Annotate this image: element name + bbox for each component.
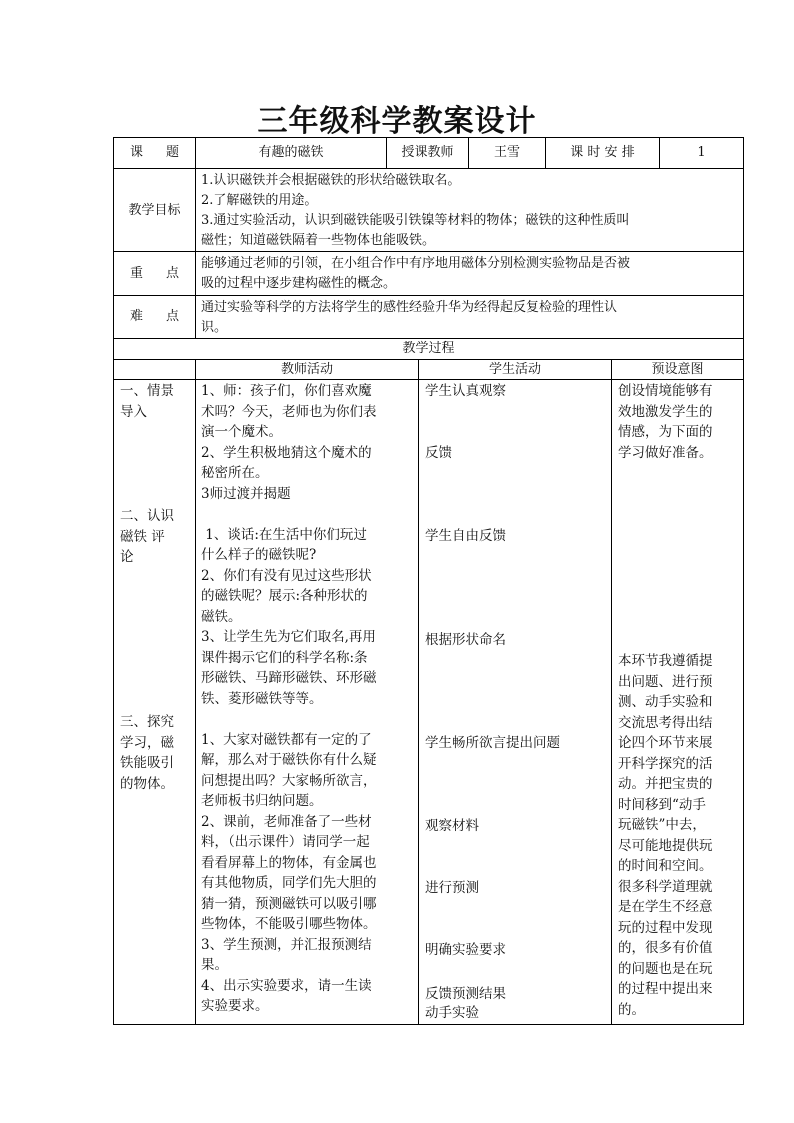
stage-column-cell <box>113 379 196 1025</box>
teacher-line: 铁、菱形磁铁等等。 <box>201 690 323 707</box>
teacher-line: 3师过渡并揭题 <box>201 485 291 502</box>
teacher-line: 的磁铁呢？展示:各种形状的 <box>201 588 368 604</box>
teacher-line: 料，（出示课件）请同学一起 <box>201 834 370 850</box>
goals-line: 3.通过实验活动，认识到磁铁能吸引铁镍等材料的物体；磁铁的这种性质叫 <box>201 213 630 228</box>
teacher-line: 果。 <box>201 957 228 973</box>
topic-label-b: 题 <box>165 145 179 160</box>
topic-value: 有趣的磁铁 <box>258 145 324 160</box>
intent-line: 尽可能地提供玩 <box>618 837 713 854</box>
teacher-line <box>201 709 377 730</box>
hours-label-cell <box>545 137 660 169</box>
stage-line: 一、情景 <box>120 383 174 399</box>
teacher-line <box>201 504 377 525</box>
teacher-line: 猜一猜，预测磁铁可以吸引哪 <box>201 895 377 912</box>
stage-line: 学习，磁 <box>120 734 174 751</box>
intent-line: 测、动手实验和 <box>618 694 713 710</box>
intent-line: 效地激发学生的 <box>618 403 713 420</box>
student-item: 观察材料 <box>425 818 479 834</box>
intent-line: 很多科学道理就 <box>618 878 713 895</box>
teacher-line: 2、你们有没有见过这些形状 <box>201 567 372 584</box>
teacher-label-cell <box>386 137 469 169</box>
teacher-line: 看看屏幕上的物体，有金属也 <box>201 854 377 871</box>
teacher-line: 1、谈话:在生活中你们玩过 <box>201 526 367 543</box>
stage-line: 磁铁 评 <box>120 528 165 545</box>
intent-line: 玩磁铁”中去， <box>618 817 706 833</box>
teacher-line: 老师板书归纳问题。 <box>201 793 323 809</box>
intent-line: 学习做好准备。 <box>618 444 713 461</box>
intent-line: 情感，为下面的 <box>618 424 713 440</box>
goals-line: 磁性；知道磁铁隔着一些物体也能吸铁。 <box>201 233 436 248</box>
teacher-line: 4、出示实验要求，请一生读 <box>201 977 372 994</box>
teacher-line: 些物体，不能吸引哪些物体。 <box>201 916 377 932</box>
stage-line: 导入 <box>120 403 147 420</box>
intent-line: 的过程中提出来 <box>618 981 713 997</box>
teacher-line: 2、课前，老师准备了一些材 <box>201 813 372 830</box>
stage-line: 二、认识 <box>120 508 174 524</box>
difficulty-label-b: 点 <box>165 309 179 324</box>
topic-value-cell <box>195 137 387 169</box>
student-item: 动手实验 <box>425 1005 479 1021</box>
difficulty-content-cell <box>195 295 744 339</box>
student-item: 学生认真观察 <box>425 383 506 399</box>
teacher-line: 解，那么对于磁铁你有什么疑 <box>201 752 377 768</box>
stage-explore <box>120 712 174 794</box>
teacher-line: 什么样子的磁铁呢? <box>201 547 317 563</box>
stage-line: 铁能吸引 <box>120 755 174 771</box>
intent-header: 预设意图 <box>651 362 704 377</box>
stage-intro <box>120 381 174 422</box>
goals-line: 2.了解磁铁的用途。 <box>201 193 318 208</box>
stage-line: 三、探究 <box>120 714 174 730</box>
goals-label-cell <box>113 168 196 252</box>
page-title: 三年级科学教案设计 <box>257 104 537 139</box>
teacher-activity-header-cell <box>195 359 419 380</box>
key-point-line: 吸的过程中逐步建构磁性的概念。 <box>201 276 397 291</box>
topic-label-cell <box>113 137 196 169</box>
key-point-content-cell <box>195 251 744 296</box>
intent-line: 的，很多有价值 <box>618 940 713 956</box>
difficulty-line: 识。 <box>201 320 228 335</box>
teacher-activity-list <box>201 381 377 1017</box>
teacher-activity-header: 教师活动 <box>280 362 333 377</box>
key-point-label-b: 点 <box>165 265 179 281</box>
intent-line: 出问题、进行预 <box>618 673 713 690</box>
intent-line: 本环节我遵循提 <box>618 653 713 669</box>
student-item: 根据形状命名 <box>425 632 506 648</box>
intent-line: 开科学探究的活 <box>618 755 713 772</box>
student-item: 学生自由反馈 <box>425 528 506 544</box>
stage-header-cell <box>113 359 196 380</box>
teacher-line: 形磁铁、马蹄形磁铁、环形磁 <box>201 670 377 686</box>
teacher-label: 授课教师 <box>401 145 454 160</box>
teacher-line: 2、学生积极地猜这个魔术的 <box>201 444 372 461</box>
hours-label: 课 时 安 排 <box>570 145 635 160</box>
student-item: 反馈预测结果 <box>425 986 506 1002</box>
teacher-line: 磁铁。 <box>201 608 242 625</box>
stage-line: 的物体。 <box>120 775 174 792</box>
key-point-label-cell <box>113 251 196 296</box>
teacher-line: 课件揭示它们的科学名称:条 <box>201 649 368 666</box>
teacher-line: 问想提出吗？大家畅所欲言， <box>201 772 377 789</box>
teacher-line: 1、师：孩子们，你们喜欢魔 <box>201 383 372 399</box>
stage-line: 论 <box>120 549 134 565</box>
teacher-line: 术吗？今天，老师也为你们表 <box>201 403 377 420</box>
student-column-cell <box>418 379 612 1025</box>
stage-recognize <box>120 506 174 568</box>
key-point-label-a: 重 <box>130 265 144 281</box>
topic-label-a: 课 <box>130 145 144 160</box>
teacher-line: 3、学生预测，并汇报预测结 <box>201 936 372 953</box>
goals-content-cell <box>195 168 744 252</box>
student-item: 明确实验要求 <box>425 942 506 958</box>
teacher-line: 秘密所在。 <box>201 465 269 481</box>
student-item: 反馈 <box>425 445 452 461</box>
difficulty-label-cell <box>113 295 196 339</box>
teacher-line: 3、让学生先为它们取名,再用 <box>201 629 376 645</box>
intent-line: 动。并把宝贵的 <box>618 776 713 792</box>
intent-block-explore <box>618 651 713 1020</box>
process-title-cell <box>113 338 744 360</box>
intent-line: 交流思考得出结 <box>618 714 713 731</box>
teacher-value-cell <box>468 137 546 169</box>
student-item: 进行预测 <box>425 880 479 896</box>
teacher-line: 有其他物质，同学们先大胆的 <box>201 875 377 891</box>
intent-header-cell <box>611 359 744 380</box>
intent-line: 的。 <box>618 1001 645 1018</box>
difficulty-line: 通过实验等科学的方法将学生的感性经验升华为经得起反复检验的理性认 <box>201 300 618 315</box>
intent-line: 的问题也是在玩 <box>618 960 713 977</box>
intent-block-intro <box>618 381 713 463</box>
goals-label: 教学目标 <box>128 203 181 218</box>
goals-line: 1.认识磁铁并会根据磁铁的形状给磁铁取名。 <box>201 173 461 188</box>
hours-value-cell <box>659 137 744 169</box>
difficulty-label-a: 难 <box>130 309 144 324</box>
teacher-line: 1、大家对磁铁都有一定的了 <box>201 731 372 748</box>
intent-line: 玩的过程中发现 <box>618 919 713 936</box>
intent-line: 时间移到“动手 <box>618 796 706 813</box>
hours-value: 1 <box>697 145 706 160</box>
intent-line: 论四个环节来展 <box>618 735 713 751</box>
intent-line: 的时间和空间。 <box>618 858 713 874</box>
student-activity-header: 学生活动 <box>488 362 541 377</box>
teacher-value: 王雪 <box>493 145 520 160</box>
teacher-line: 实验要求。 <box>201 998 269 1014</box>
key-point-line: 能够通过老师的引领，在小组合作中有序地用磁体分别检测实验物品是否被 <box>201 256 631 271</box>
intent-line: 创设情境能够有 <box>618 383 713 399</box>
intent-line: 是在学生不经意 <box>618 899 713 915</box>
teacher-line: 演一个魔术。 <box>201 424 282 440</box>
student-item: 学生畅所欲言提出问题 <box>425 735 560 751</box>
process-title: 教学过程 <box>402 341 455 356</box>
student-activity-header-cell <box>418 359 612 380</box>
